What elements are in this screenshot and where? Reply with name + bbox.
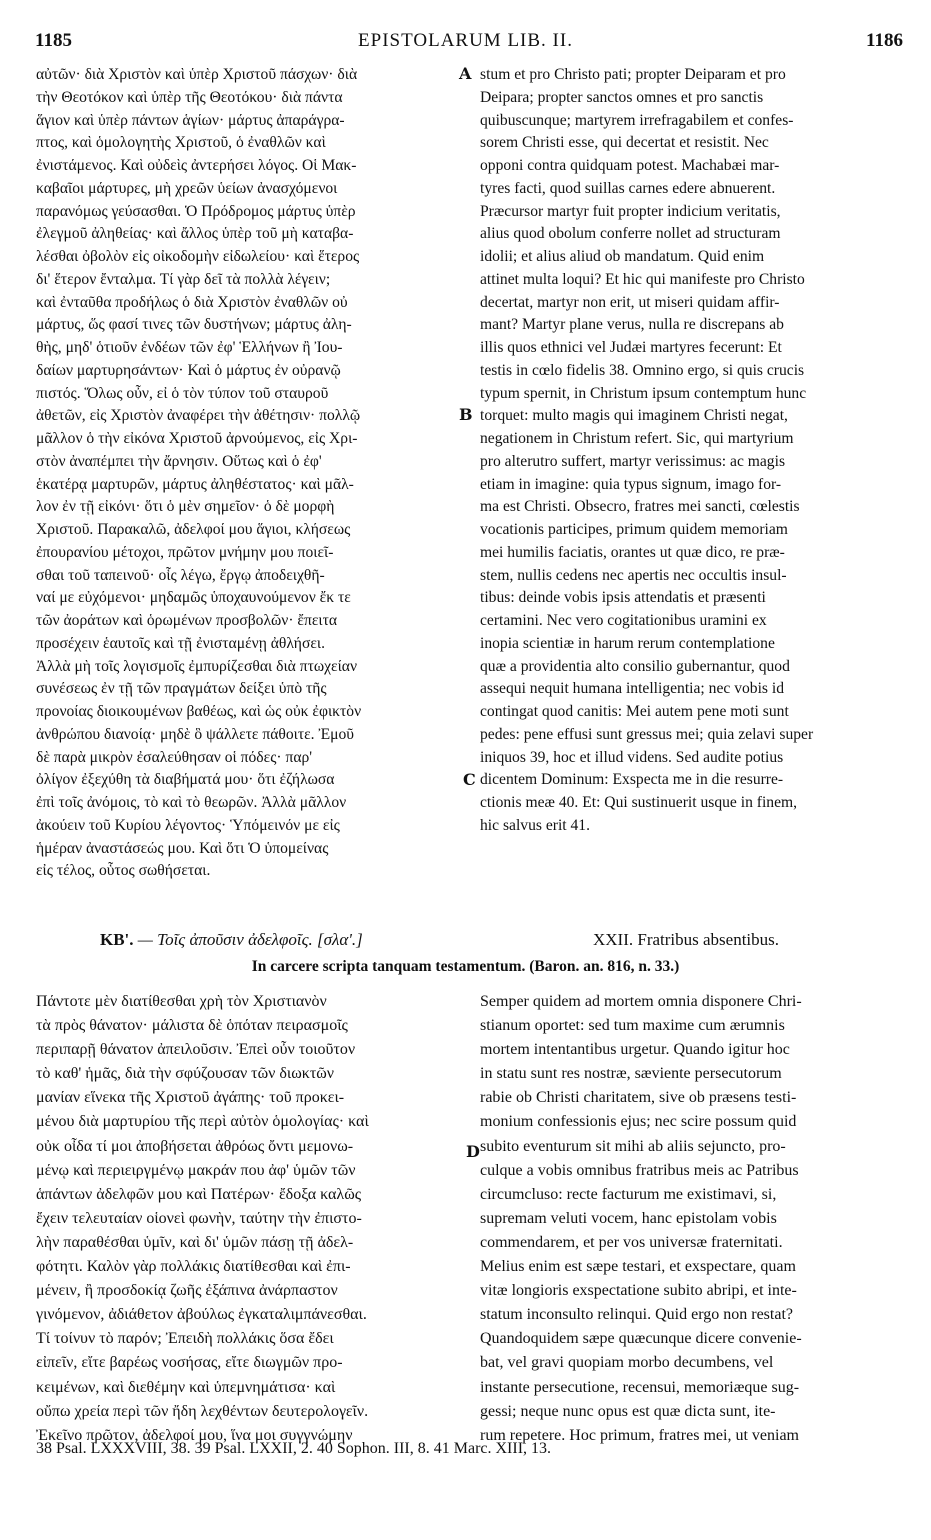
greek-top-line: προσέχειν ἑαυτοῖς καὶ τῇ ἐνισταμένῃ ἀθλήσει. bbox=[36, 634, 326, 652]
footnotes: 38 Psal. LXXXVIII, 38. 39 Psal. LXXII, 2. 40 Sophon. III, 8. 41 Marc. XIII, 13. bbox=[36, 1440, 552, 1457]
margin-marker-a: A bbox=[459, 64, 472, 83]
latin-top-line: quæ a providentia alto consilio gubernantur, quod bbox=[480, 657, 790, 675]
latin-top-line: typum spernit, in Christum ipsum contemptum hunc bbox=[480, 384, 807, 402]
latin-bottom-line: commendarem, et per vos universæ fraternitati. bbox=[480, 1233, 783, 1251]
margin-marker-c: C bbox=[463, 770, 476, 789]
latin-top-line: mei humilis faciatis, orantes ut quæ dico, re præ- bbox=[480, 543, 785, 561]
greek-top-line: προνοίας διοικουμένων βαθέως, καὶ ὡς οὐκ ἐφικτὸν bbox=[36, 703, 362, 720]
latin-column-bottom bbox=[480, 990, 892, 1448]
latin-column-top bbox=[480, 64, 892, 838]
latin-bottom-line: Quandoquidem sæpe quæcunque dicere convenie- bbox=[480, 1330, 802, 1348]
latin-top-line: idolii; et alius aliud ob mandatum. Quid enim bbox=[480, 248, 765, 265]
left-page-number: 1185 bbox=[35, 30, 72, 51]
latin-bottom-line: statum inconsulto relinqui. Quid ergo non restat? bbox=[480, 1306, 793, 1324]
greek-bottom-line: γινόμενον, ἀδιάθετον ἀβούλως ἐγκαταλιμπάνεσθαι. bbox=[36, 1306, 367, 1324]
latin-top-line: etiam in imagine: quia typus signum, imago for- bbox=[480, 475, 782, 493]
greek-top-line: ναί με εὐχόμενοι· μηδαμῶς ὑποχαυνούμενον ἔκ τε bbox=[36, 589, 351, 607]
latin-section-heading: XXII. Fratribus absentibus. bbox=[592, 930, 780, 949]
greek-top-line: εἰς τέλος, οὗτος σωθήσεται. bbox=[36, 862, 211, 880]
latin-bottom-line: mortem intentantibus urgetur. Quando igitur hoc bbox=[480, 1041, 790, 1059]
greek-bottom-line: οὐκ οἶδα τί μοι ἀποβήσεται ἀθρόως ὄντι μεμονω- bbox=[36, 1137, 354, 1155]
running-title: EPISTOLARUM LIB. II. bbox=[358, 30, 573, 51]
greek-top-line: ἑκατέρᾳ μαρτυρῶν, μάρτυς ἀληθέστατος· καὶ μᾶλ- bbox=[36, 475, 354, 493]
greek-section-title: — Τοῖς ἀποῦσιν ἀδελφοῖς. [σλα'.] bbox=[137, 930, 363, 949]
latin-top-line: ctionis meæ 40. Et: Qui sustinuerit usque in finem, bbox=[480, 794, 798, 811]
greek-bottom-line: Ἐκεῖνο πρῶτον, ἀδελφοί μου, ἵνα μοι συγγνώμην bbox=[36, 1426, 353, 1444]
latin-bottom-line: Semper quidem ad mortem omnia disponere Chri- bbox=[480, 993, 802, 1010]
right-page-number: 1186 bbox=[866, 30, 903, 51]
greek-top-line: μάρτυς, ὥς φασί τινες τῶν δυστήνων; μάρτυς ἀλη- bbox=[36, 316, 352, 334]
greek-top-line: τῶν ἀοράτων καὶ ὁρωμένων προσβολῶν· ἔπειτα bbox=[36, 612, 338, 629]
latin-top-line: dicentem Dominum: Exspecta me in die resurre- bbox=[480, 771, 784, 789]
latin-top-line: ma est Christi. Obsecro, fratres mei sancti, cœlestis bbox=[480, 498, 800, 516]
latin-top-line: attinet multa loqui? Et hic qui manifeste pro Christo bbox=[480, 270, 805, 288]
greek-top-line: ἐλεγμοῦ ἀληθείας· καὶ ἄλλος ὑπὲρ τοῦ μὴ καταβα- bbox=[36, 225, 354, 243]
greek-top-line: παρανόμως γεύσασθαι. Ὁ Πρόδρομος μάρτυς ὑπὲρ bbox=[36, 202, 356, 220]
section-subtitle: In carcere scripta tanquam testamentum. (Baron. an. 816, n. 33.) bbox=[251, 958, 680, 975]
greek-top-line: μᾶλλον ὁ τὴν εἰκόνα Χριστοῦ ἀρνούμενος, εἰς Χρι- bbox=[36, 430, 358, 447]
greek-top-line: πτος, καὶ ὁμολογητὴς Χριστοῦ, ὁ ἐναθλῶν καὶ bbox=[36, 134, 326, 152]
greek-top-line: πιστός. Ὅλως οὖν, εἰ ὁ τὸν τύπον τοῦ σταυροῦ bbox=[36, 384, 329, 402]
greek-bottom-line: οὔπω χρεία περὶ τῶν ἤδη λεχθέντων δευτερολογεῖν. bbox=[36, 1402, 369, 1420]
greek-bottom-line: μανίαν εἵνεκα τῆς Χριστοῦ ἀγάπης· τοῦ προκει- bbox=[36, 1089, 345, 1107]
greek-bottom-line: εἰπεῖν, εἴτε βαρέως νοσήσας, εἴτε διωγμῶν προ- bbox=[36, 1354, 343, 1372]
greek-top-line: ἅγιον καὶ ὑπὲρ πάντων ἁγίων· μάρτυς ἀπαράγρα- bbox=[36, 111, 345, 129]
greek-bottom-line: λὴν παραθέσθαι ὑμῖν, καὶ δι' ὑμῶν πάσῃ τῇ ἀδελ- bbox=[36, 1233, 354, 1251]
greek-top-line: ἡμέραν ἀναστάσεώς μου. Καὶ ὅτι Ὁ ὑπομείνας bbox=[36, 839, 329, 857]
latin-top-line: decertat, martyr non erit, ut miseri quidam affir- bbox=[480, 293, 780, 311]
latin-bottom-line: subito eventurum sit mihi ab aliis sejuncto, pro- bbox=[480, 1137, 786, 1155]
greek-top-line: στὸν ἀναπέμπει τὴν ἄρνησιν. Οὕτως καὶ ὁ ἐφ' bbox=[36, 452, 322, 470]
latin-top-line: hic salvus erit 41. bbox=[480, 816, 591, 834]
greek-top-line: Ἀλλὰ μὴ τοῖς λογισμοῖς ἐμπυρίζεσθαι διὰ πτωχείαν bbox=[36, 657, 357, 675]
latin-bottom-line: circumcluso: recte facturum me existimavi, si, bbox=[480, 1185, 777, 1203]
latin-top-line: certamini. Nec vero cogitationibus uramini ex bbox=[480, 612, 767, 629]
latin-top-line: assequi nequit humana intelligentia; nec vobis id bbox=[480, 680, 785, 698]
latin-top-line: sorem Christi esse, qui decertat et resistit. Nec bbox=[480, 134, 769, 152]
margin-marker-d: D bbox=[466, 1142, 480, 1161]
latin-bottom-line: bat, vel gravi quopiam morbo decumbens, vel bbox=[480, 1354, 774, 1372]
greek-top-line: σθαι τοῦ ταπεινοῦ· οἷς λέγω, ἔργῳ ἀποδειχθῆ- bbox=[36, 566, 325, 584]
greek-top-line: θὴς, μηδ' ὁτιοῦν ἐνδέων τῶν ἐφ' Ἑλλήνων ἢ Ἰου- bbox=[36, 339, 343, 356]
greek-bottom-line: τὰ πρὸς θάνατον· μάλιστα δὲ ὁπόταν πειρασμοῖς bbox=[36, 1017, 348, 1035]
latin-top-line: tyres facti, quod suillas carnes edere abnuerent. bbox=[480, 179, 776, 197]
latin-top-line: pro alterutro suffert, martyr verissimus: ac magis bbox=[480, 452, 786, 470]
greek-top-line: δαίων μαρτυρησάντων· Καὶ ὁ μάρτυς ἐν οὐρανῷ bbox=[36, 361, 341, 379]
greek-bottom-line: μένου διὰ μαρτυρίου τῆς περὶ αὐτὸν ὁμολογίας· καὶ bbox=[36, 1113, 369, 1131]
latin-bottom-line: rabie ob Christi charitatem, sive ob præsens testi- bbox=[480, 1089, 797, 1107]
greek-top-line: ὀλίγον ἐξεχύθη τὰ διαβήματά μου· ὅτι ἐζήλωσα bbox=[36, 771, 335, 789]
latin-bottom-line: culque a vobis omnibus fratribus meis ac Patribus bbox=[480, 1161, 799, 1179]
greek-top-line: ἀθετῶν, εἰς Χριστὸν ἀναφέρει τὴν ἀθέτησιν· πολλῷ bbox=[36, 407, 361, 425]
greek-column-top bbox=[36, 64, 458, 883]
greek-top-line: ἀκούειν τοῦ Κυρίου λέγοντος· Ὑπόμεινόν με εἰς bbox=[36, 816, 340, 834]
page-header bbox=[0, 30, 931, 56]
latin-bottom-line: rum repetere. Hoc primum, fratres mei, ut veniam bbox=[480, 1426, 799, 1444]
latin-bottom-line: Melius enim est sæpe testari, et exspectare, quam bbox=[480, 1258, 796, 1276]
latin-bottom-line: monium confessionis ejus; nec scire possum quid bbox=[480, 1113, 797, 1131]
latin-top-line: inopia scientiæ in harum rerum contemplatione bbox=[480, 634, 775, 652]
greek-bottom-line: ἔχειν τελευταίαν οἱονεὶ φωνὴν, ταύτην τὴν ἐπιστο- bbox=[36, 1209, 362, 1227]
latin-bottom-line: instante persecutione, recensui, memoriæque sug- bbox=[480, 1378, 800, 1396]
latin-top-line: pedes: pene effusi sunt gressus mei; quia zelavi super bbox=[480, 725, 814, 743]
latin-top-line: torquet: multo magis qui imaginem Christi negat, bbox=[480, 407, 788, 425]
greek-top-line: ἐπὶ τοῖς ἀνόμοις, τὸ καὶ τὸ θεωρῶν. Ἀλλὰ μᾶλλον bbox=[36, 794, 347, 811]
greek-top-line: καὶ ἐνταῦθα προδήλως ὁ διὰ Χριστὸν ἐναθλῶν οὐ bbox=[36, 293, 348, 311]
latin-top-line: negationem in Christum refert. Sic, qui martyrium bbox=[480, 430, 794, 447]
greek-top-line: δι' ἕτερον ἔνταλμα. Τί γὰρ δεῖ τὰ πολλὰ λέγειν; bbox=[36, 270, 331, 288]
greek-top-line: Χριστοῦ. Παρακαλῶ, ἀδελφοί μου ἅγιοι, κλήσεως bbox=[36, 521, 351, 538]
greek-top-line: λέσθαι ὀβολὸν εἰς οἰκοδομὴν εἰδωλείου· καὶ ἕτερος bbox=[36, 248, 360, 265]
greek-top-line: καβαῖοι μάρτυρες, μὴ χρεῶν ὑείων ἀνασχόμενοι bbox=[36, 179, 338, 197]
greek-top-line: αὐτῶν· διὰ Χριστὸν καὶ ὑπὲρ Χριστοῦ πάσχων· διὰ bbox=[36, 66, 358, 83]
latin-top-line: opponi contra quidquam potest. Machabæi mar- bbox=[480, 157, 780, 174]
latin-top-line: contingat quod canitis: Mei autem pene moti sunt bbox=[480, 703, 789, 720]
latin-bottom-line: stianum oportet: sed tum maxime cum ærumnis bbox=[480, 1017, 785, 1035]
greek-bottom-line: φότητι. Καλὸν γὰρ πολλάκις διατίθεσθαι καὶ ἐπι- bbox=[36, 1258, 351, 1276]
greek-top-line: συνέσεως ἐν τῇ τῶν πραγμάτων δείξει ὑπὸ τῆς bbox=[36, 680, 327, 698]
greek-bottom-line: μένῳ καὶ περιειργμένῳ μακράν που ἀφ' ὑμῶν τῶν bbox=[36, 1161, 356, 1179]
greek-top-line: ἐπουρανίου μέτοχοι, πρῶτον μνήμην μου ποιεῖ- bbox=[36, 543, 334, 561]
greek-bottom-line: Τί τοίνυν τὸ παρόν; Ἐπειδὴ πολλάκις ὅσα ἔδει bbox=[36, 1330, 334, 1348]
latin-top-line: illis quos ethnici vel Judæi martyres fecerunt: Et bbox=[480, 339, 782, 356]
latin-top-line: Præcursor martyr fuit propter indicium veritatis, bbox=[480, 202, 781, 220]
latin-bottom-line: supremam veluti vocem, hanc epistolam vobis bbox=[480, 1209, 777, 1227]
greek-bottom-line: Πάντοτε μὲν διατίθεσθαι χρὴ τὸν Χριστιανὸν bbox=[36, 993, 327, 1010]
latin-top-line: testis in cœlo fidelis 38. Omnino ergo, si quis crucis bbox=[480, 361, 805, 379]
latin-top-line: tibus: deinde vobis ipsis attendatis et præsenti bbox=[480, 589, 766, 607]
latin-top-line: alius quod obolum conferre nollet ad structuram bbox=[480, 225, 781, 243]
greek-section-heading bbox=[100, 930, 460, 950]
latin-bottom-line: in statu sunt res nostræ, sæviente persecutorum bbox=[480, 1065, 782, 1083]
latin-top-line: quibuscunque; martyrem irrefragabilem et confes- bbox=[480, 111, 794, 129]
greek-top-line: λον ἐν τῇ εἰκόνι· ὅτι ὁ μὲν σημεῖον· ὁ δὲ μορφὴ bbox=[36, 498, 335, 516]
greek-section-number: ΚΒ'. bbox=[100, 930, 134, 949]
greek-top-line: ἀνθρώπου διανοίᾳ· μηδὲ ὃ ψάλλετε πάθοιτε. Ἐμοῦ bbox=[36, 725, 355, 743]
greek-top-line: τὴν Θεοτόκον καὶ ὑπὲρ τῆς Θεοτόκου· διὰ πάντα bbox=[36, 88, 343, 106]
latin-top-line: stum et pro Christo pati; propter Deiparam et pro bbox=[480, 66, 786, 83]
latin-top-line: stem, nullis cedens nec apertis nec occultis insul- bbox=[480, 566, 787, 584]
greek-top-line: δὲ παρὰ μικρὸν ἐσαλεύθησαν οἱ πόδες· παρ' bbox=[36, 748, 313, 766]
latin-top-line: mant? Martyr plane verus, nulla re discrepans ab bbox=[480, 316, 784, 334]
latin-top-line: iniquos 39, hoc et illud videns. Sed audite potius bbox=[480, 748, 784, 766]
latin-top-line: vocationis participes, primum quidem memoriam bbox=[480, 521, 788, 538]
latin-bottom-line: gessi; neque nunc opus est quæ dicta sunt, ite- bbox=[480, 1402, 776, 1420]
latin-top-line: Deipara; propter sanctos omnes et pro sanctis bbox=[480, 88, 764, 106]
greek-bottom-line: μένειν, ἢ προσδοκίᾳ ζωῆς ἐξάπινα ἀνάρπαστον bbox=[36, 1282, 338, 1300]
greek-top-line: ἐνιστάμενος. Καὶ οὐδεὶς ἀντερήσει λόγος. Οἱ Μακ- bbox=[36, 157, 357, 174]
greek-bottom-line: περιπαρῇ θάνατον ἀπειλοῦσιν. Ἐπεὶ οὖν τοιοῦτον bbox=[36, 1041, 356, 1059]
greek-column-bottom bbox=[36, 990, 458, 1448]
greek-bottom-line: τὸ καθ' ἡμᾶς, διὰ τὴν σφύζουσαν τῶν διωκτῶν bbox=[36, 1065, 335, 1083]
latin-bottom-line: vitæ longioris exspectatione subito abripi, et inte- bbox=[480, 1282, 797, 1300]
greek-bottom-line: ἁπάντων ἀδελφῶν μου καὶ Πατέρων· ἔδοξα καλῶς bbox=[36, 1185, 362, 1203]
margin-marker-b: B bbox=[459, 405, 473, 424]
greek-bottom-line: κειμένων, καὶ διεθέμην καὶ ὑπεμνημάτισα· καὶ bbox=[36, 1378, 336, 1396]
